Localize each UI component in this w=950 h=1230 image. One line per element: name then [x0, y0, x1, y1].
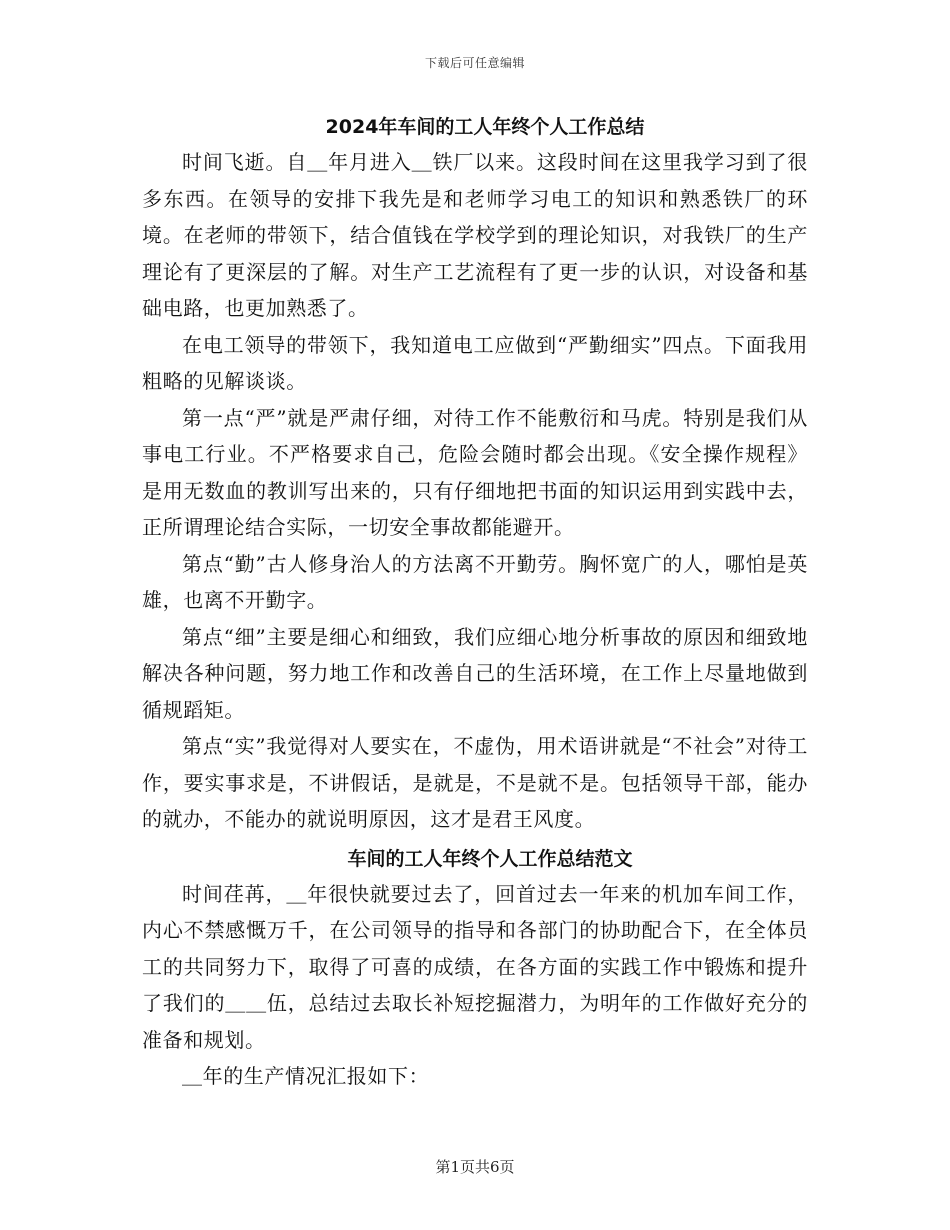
- page-footer: 第1页共6页: [435, 1158, 515, 1176]
- paragraph: 第点“细”主要是细心和细致，我们应细心地分析事故的原因和细致地解决各种问题，努力地工作和改善自己的生活环境，在工作上尽量地做到循规蹈矩。: [142, 624, 808, 722]
- paragraph: 第点“勤”古人修身治人的方法离不开勤劳。胸怀宽广的人，哪怕是英雄，也离不开勤字。: [142, 551, 808, 612]
- header-note: 下载后可任意编辑: [424, 56, 525, 70]
- paragraph: 时间荏苒，＿年很快就要过去了，回首过去一年来的机加车间工作，内心不禁感慨万千，在公司领导的指导和各部门的协助配合下，在全体员工的共同努力下，取得了可喜的成绩，在各方面的实践工作中锻炼和提升了我们的＿＿伍，总结过去取长补短挖掘潜力，为明年的工作做好充分的准备和规划。: [142, 881, 808, 1052]
- paragraph: 时间飞逝。自＿年月进入＿铁厂以来。这段时间在这里我学习到了很多东西。在领导的安排下我先是和老师学习电工的知识和熟悉铁厂的环境。在老师的带领下，结合值钱在学校学到的理论知识，对我铁厂的生产理论有了更深层的了解。对生产工艺流程有了更一步的认识，对设备和基础电路，也更加熟悉了。: [142, 150, 808, 320]
- paragraph: 第点“实”我觉得对人要实在，不虚伪，用术语讲就是“不社会”对待工作，要实事求是，不讲假话，是就是，不是就不是。包括领导干部，能办的就办，不能办的就说明原因，这才是君王风度。: [142, 734, 808, 831]
- paragraph: 第一点“严”就是严肃仔细，对待工作不能敷衍和马虎。特别是我们从事电工行业。不严格要求自己，危险会随时都会出现。《安全操作规程》是用无数血的教训写出来的，只有仔细地把书面的知识运用到实践中去，正所谓理论结合实际，一切安全事故都能避开。: [142, 405, 808, 539]
- section-title: 车间的工人年终个人工作总结范文: [347, 847, 633, 870]
- paragraph: 在电工领导的带领下，我知道电工应做到“严勤细实”四点。下面我用粗略的见解谈谈。: [142, 332, 808, 393]
- document-body: [142, 110, 808, 1095]
- paragraph: ＿年的生产情况汇报如下：: [182, 1064, 430, 1088]
- document-title: 2024年车间的工人年终个人工作总结: [325, 116, 645, 138]
